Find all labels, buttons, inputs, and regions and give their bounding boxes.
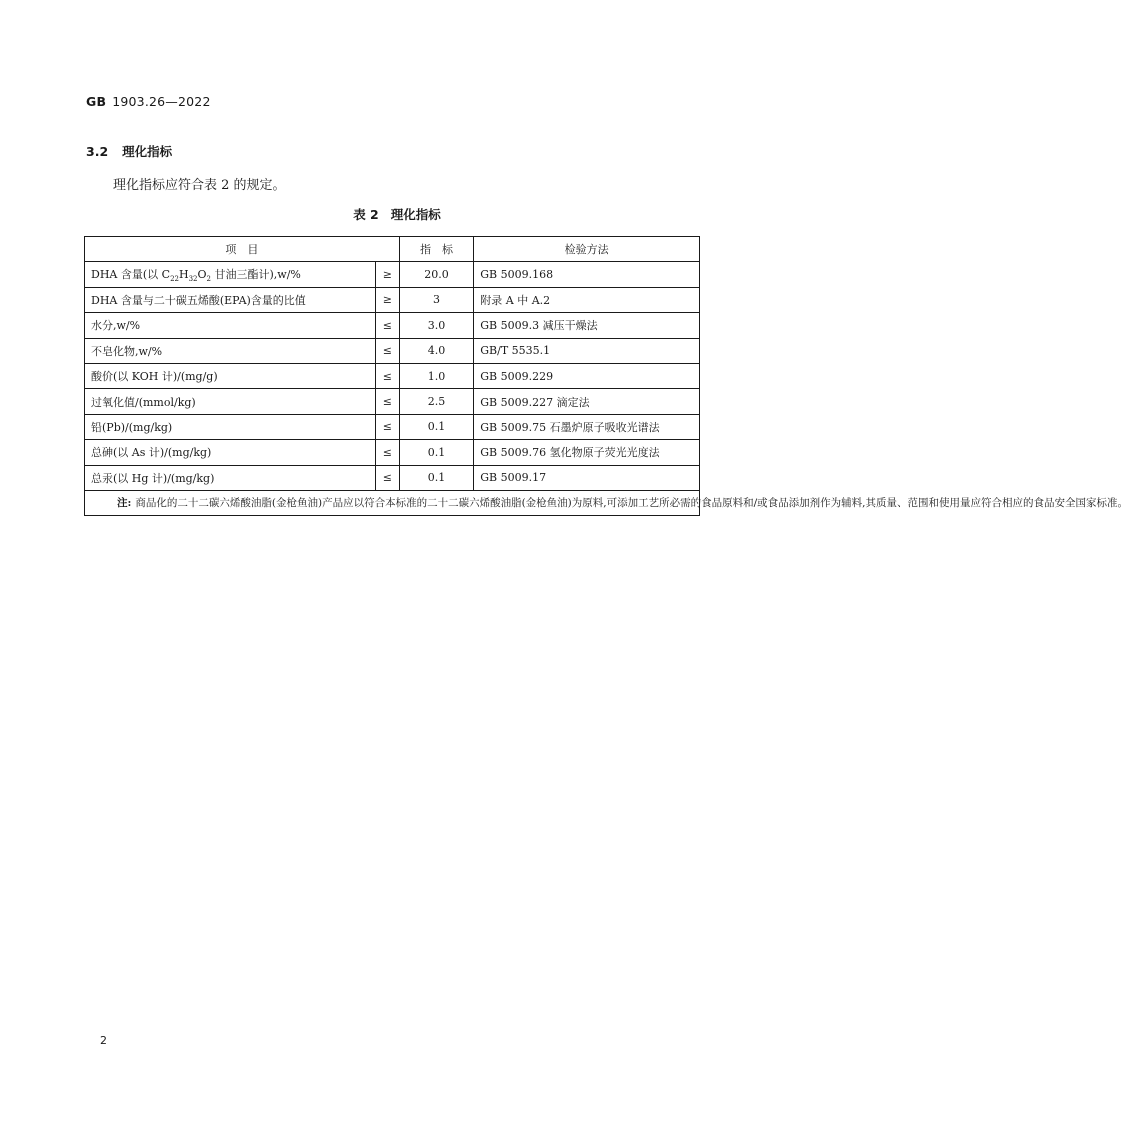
row-indicator: 0.1 (399, 414, 474, 439)
row-indicator: 3.0 (399, 313, 474, 338)
row-method: GB 5009.229 (474, 363, 700, 388)
header-indicator: 指 标 (399, 237, 474, 262)
row-comparator: ≤ (375, 465, 399, 490)
row-indicator: 0.1 (399, 465, 474, 490)
table-caption-title: 理化指标 (390, 207, 441, 222)
row-item: 过氧化值/(mmol/kg) (85, 389, 376, 414)
row-item: 酸价(以 KOH 计)/(mg/g) (85, 363, 376, 388)
row-item: 水分,w/% (85, 313, 376, 338)
table-row (85, 363, 700, 388)
table-caption-label: 表 2 (353, 207, 379, 222)
row-comparator: ≤ (375, 338, 399, 363)
row-comparator: ≥ (375, 287, 399, 312)
section-title: 理化指标 (122, 144, 173, 159)
row-indicator: 3 (399, 287, 474, 312)
row-method: 附录 A 中 A.2 (474, 287, 700, 312)
section-number: 3.2 (86, 144, 109, 159)
row-item (85, 262, 376, 287)
row-comparator: ≤ (375, 440, 399, 465)
row-method: GB/T 5535.1 (474, 338, 700, 363)
note-text: 商品化的二十二碳六烯酸油脂(金枪鱼油)产品应以符合本标准的二十二碳六烯酸油脂(金枪鱼油)为原料,可添加工艺所必需的食品原料和/或食品添加剂作为辅料,其质量、范围和使用量应符合相应的食品安全国家标准。 (135, 497, 1128, 510)
row-method: GB 5009.17 (474, 465, 700, 490)
table-row (85, 465, 700, 490)
table-row (85, 414, 700, 439)
row-comparator: ≤ (375, 414, 399, 439)
row-indicator: 2.5 (399, 389, 474, 414)
row-method: GB 5009.227 滴定法 (474, 389, 700, 414)
row-comparator: ≥ (375, 262, 399, 287)
row-indicator: 4.0 (399, 338, 474, 363)
row-method: GB 5009.168 (474, 262, 700, 287)
table-row (85, 338, 700, 363)
row-method: GB 5009.3 减压干燥法 (474, 313, 700, 338)
row-item: 总砷(以 As 计)/(mg/kg) (85, 440, 376, 465)
header-item: 项 目 (85, 237, 400, 262)
standard-prefix: GB (86, 94, 107, 109)
row-item: DHA 含量与二十碳五烯酸(EPA)含量的比值 (85, 287, 376, 312)
table-row (85, 440, 700, 465)
table-row (85, 313, 700, 338)
row-comparator: ≤ (375, 363, 399, 388)
row-item: 铅(Pb)/(mg/kg) (85, 414, 376, 439)
table-row (85, 287, 700, 312)
table-row (85, 262, 700, 287)
note-label: 注: (117, 497, 132, 510)
row-item-text: DHA 含量(以 $C_{22}H_{32}O_2$ 甘油三酯计),w/% (91, 267, 301, 284)
section-heading (86, 142, 172, 160)
page-number: 2 (100, 1034, 107, 1047)
table-note (85, 490, 1128, 515)
header-method: 检验方法 (474, 237, 700, 262)
row-item: 总汞(以 Hg 计)/(mg/kg) (85, 465, 376, 490)
row-indicator: 1.0 (399, 363, 474, 388)
row-indicator: 0.1 (399, 440, 474, 465)
table-caption (0, 205, 794, 223)
row-indicator: 20.0 (399, 262, 474, 287)
table-row (85, 389, 700, 414)
row-method: GB 5009.76 氢化物原子荧光光度法 (474, 440, 700, 465)
standard-number: 1903.26—2022 (112, 94, 211, 109)
table-header-row (85, 237, 700, 262)
row-comparator: ≤ (375, 389, 399, 414)
row-comparator: ≤ (375, 313, 399, 338)
row-method: GB 5009.75 石墨炉原子吸收光谱法 (474, 414, 700, 439)
row-item: 不皂化物,w/% (85, 338, 376, 363)
standard-code (86, 94, 211, 109)
table-note-row (85, 490, 700, 515)
physicochemical-table (84, 236, 1128, 516)
body-paragraph: 理化指标应符合表 2 的规定。 (113, 178, 286, 193)
